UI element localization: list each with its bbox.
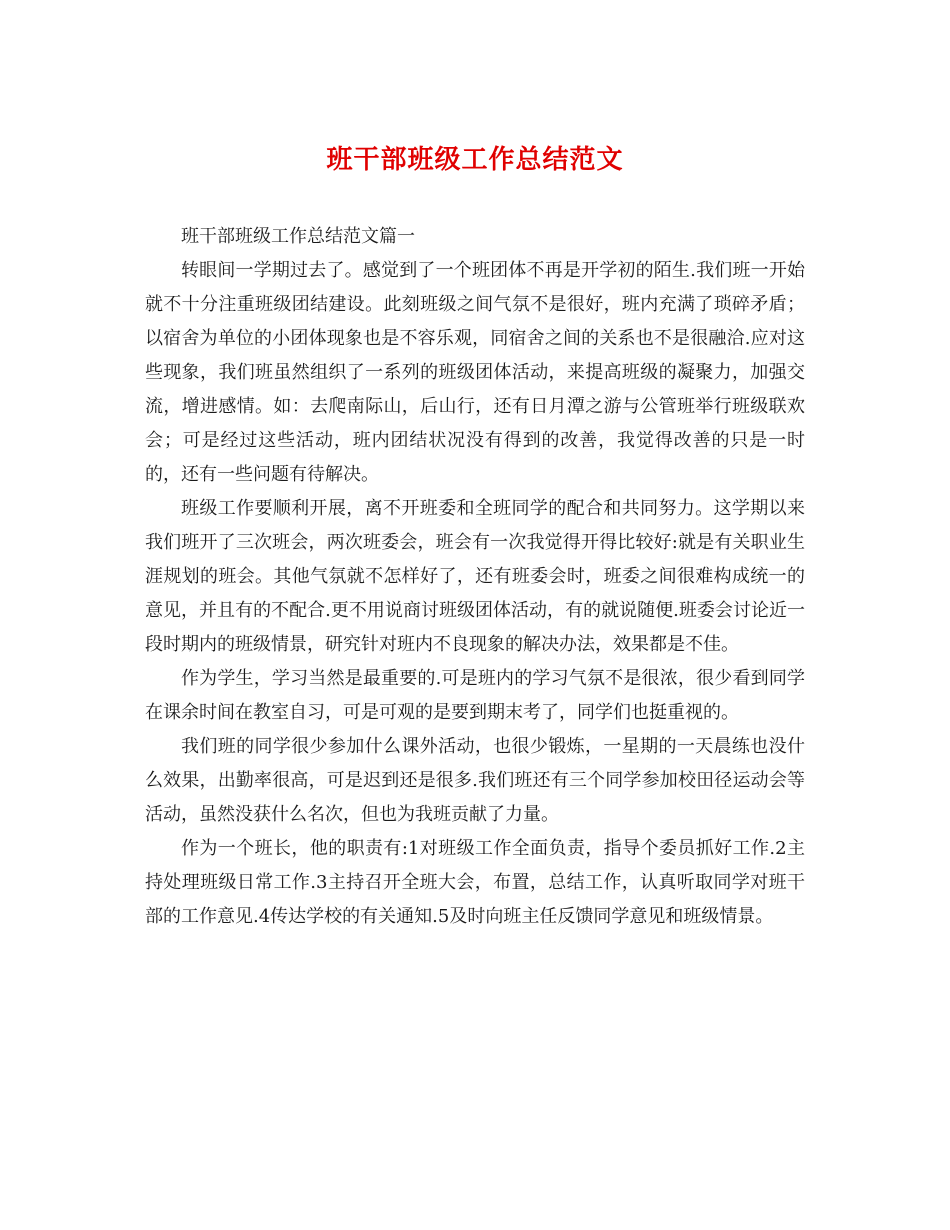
paragraph-2: 班级工作要顺利开展，离不开班委和全班同学的配合和共同努力。这学期以来我们班开了三次班会，两次班委会，班会有一次我觉得开得比较好:就是有关职业生涯规划的班会。其他气氛就不怎样好了，还有班委会时，班委之间很难构成统一的意见，并且有的不配合.更不用说商讨班级团体活动，有的就说随便.班委会讨论近一段时期内的班级情景，研究针对班内不良现象的解决办法，效果都是不佳。 — [145, 498, 805, 655]
paragraph-4: 我们班的同学很少参加什么课外活动，也很少锻炼，一星期的一天晨练也没什么效果，出勤率很高，可是迟到还是很多.我们班还有三个同学参加校田径运动会等活动，虽然没获什么名次，但也为我班贡献了力量。 — [145, 736, 805, 825]
document-body — [145, 220, 805, 934]
document-title: 班干部班级工作总结范文 — [326, 145, 624, 175]
paragraph-3: 作为学生，学习当然是最重要的.可是班内的学习气氛不是很浓，很少看到同学在课余时间在教室自习，可是可观的是要到期末考了，同学们也挺重视的。 — [145, 668, 805, 723]
paragraph-5: 作为一个班长，他的职责有:1对班级工作全面负责，指导个委员抓好工作.2主持处理班级日常工作.3主持召开全班大会，布置，总结工作，认真听取同学对班干部的工作意见.4传达学校的有关通知.5及时向班主任反馈同学意见和班级情景。 — [145, 838, 805, 927]
paragraph-1: 转眼间一学期过去了。感觉到了一个班团体不再是开学初的陌生.我们班一开始就不十分注重班级团结建设。此刻班级之间气氛不是很好，班内充满了琐碎矛盾；以宿舍为单位的小团体现象也是不容乐观，同宿舍之间的关系也不是很融洽.应对这些现象，我们班虽然组织了一系列的班级团体活动，来提高班级的凝聚力，加强交流，增进感情。如：去爬南际山，后山行，还有日月潭之游与公管班举行班级联欢会；可是经过这些活动，班内团结状况没有得到的改善，我觉得改善的只是一时的，还有一些问题有待解决。 — [145, 260, 805, 485]
section-heading: 班干部班级工作总结范文篇一 — [181, 226, 415, 247]
